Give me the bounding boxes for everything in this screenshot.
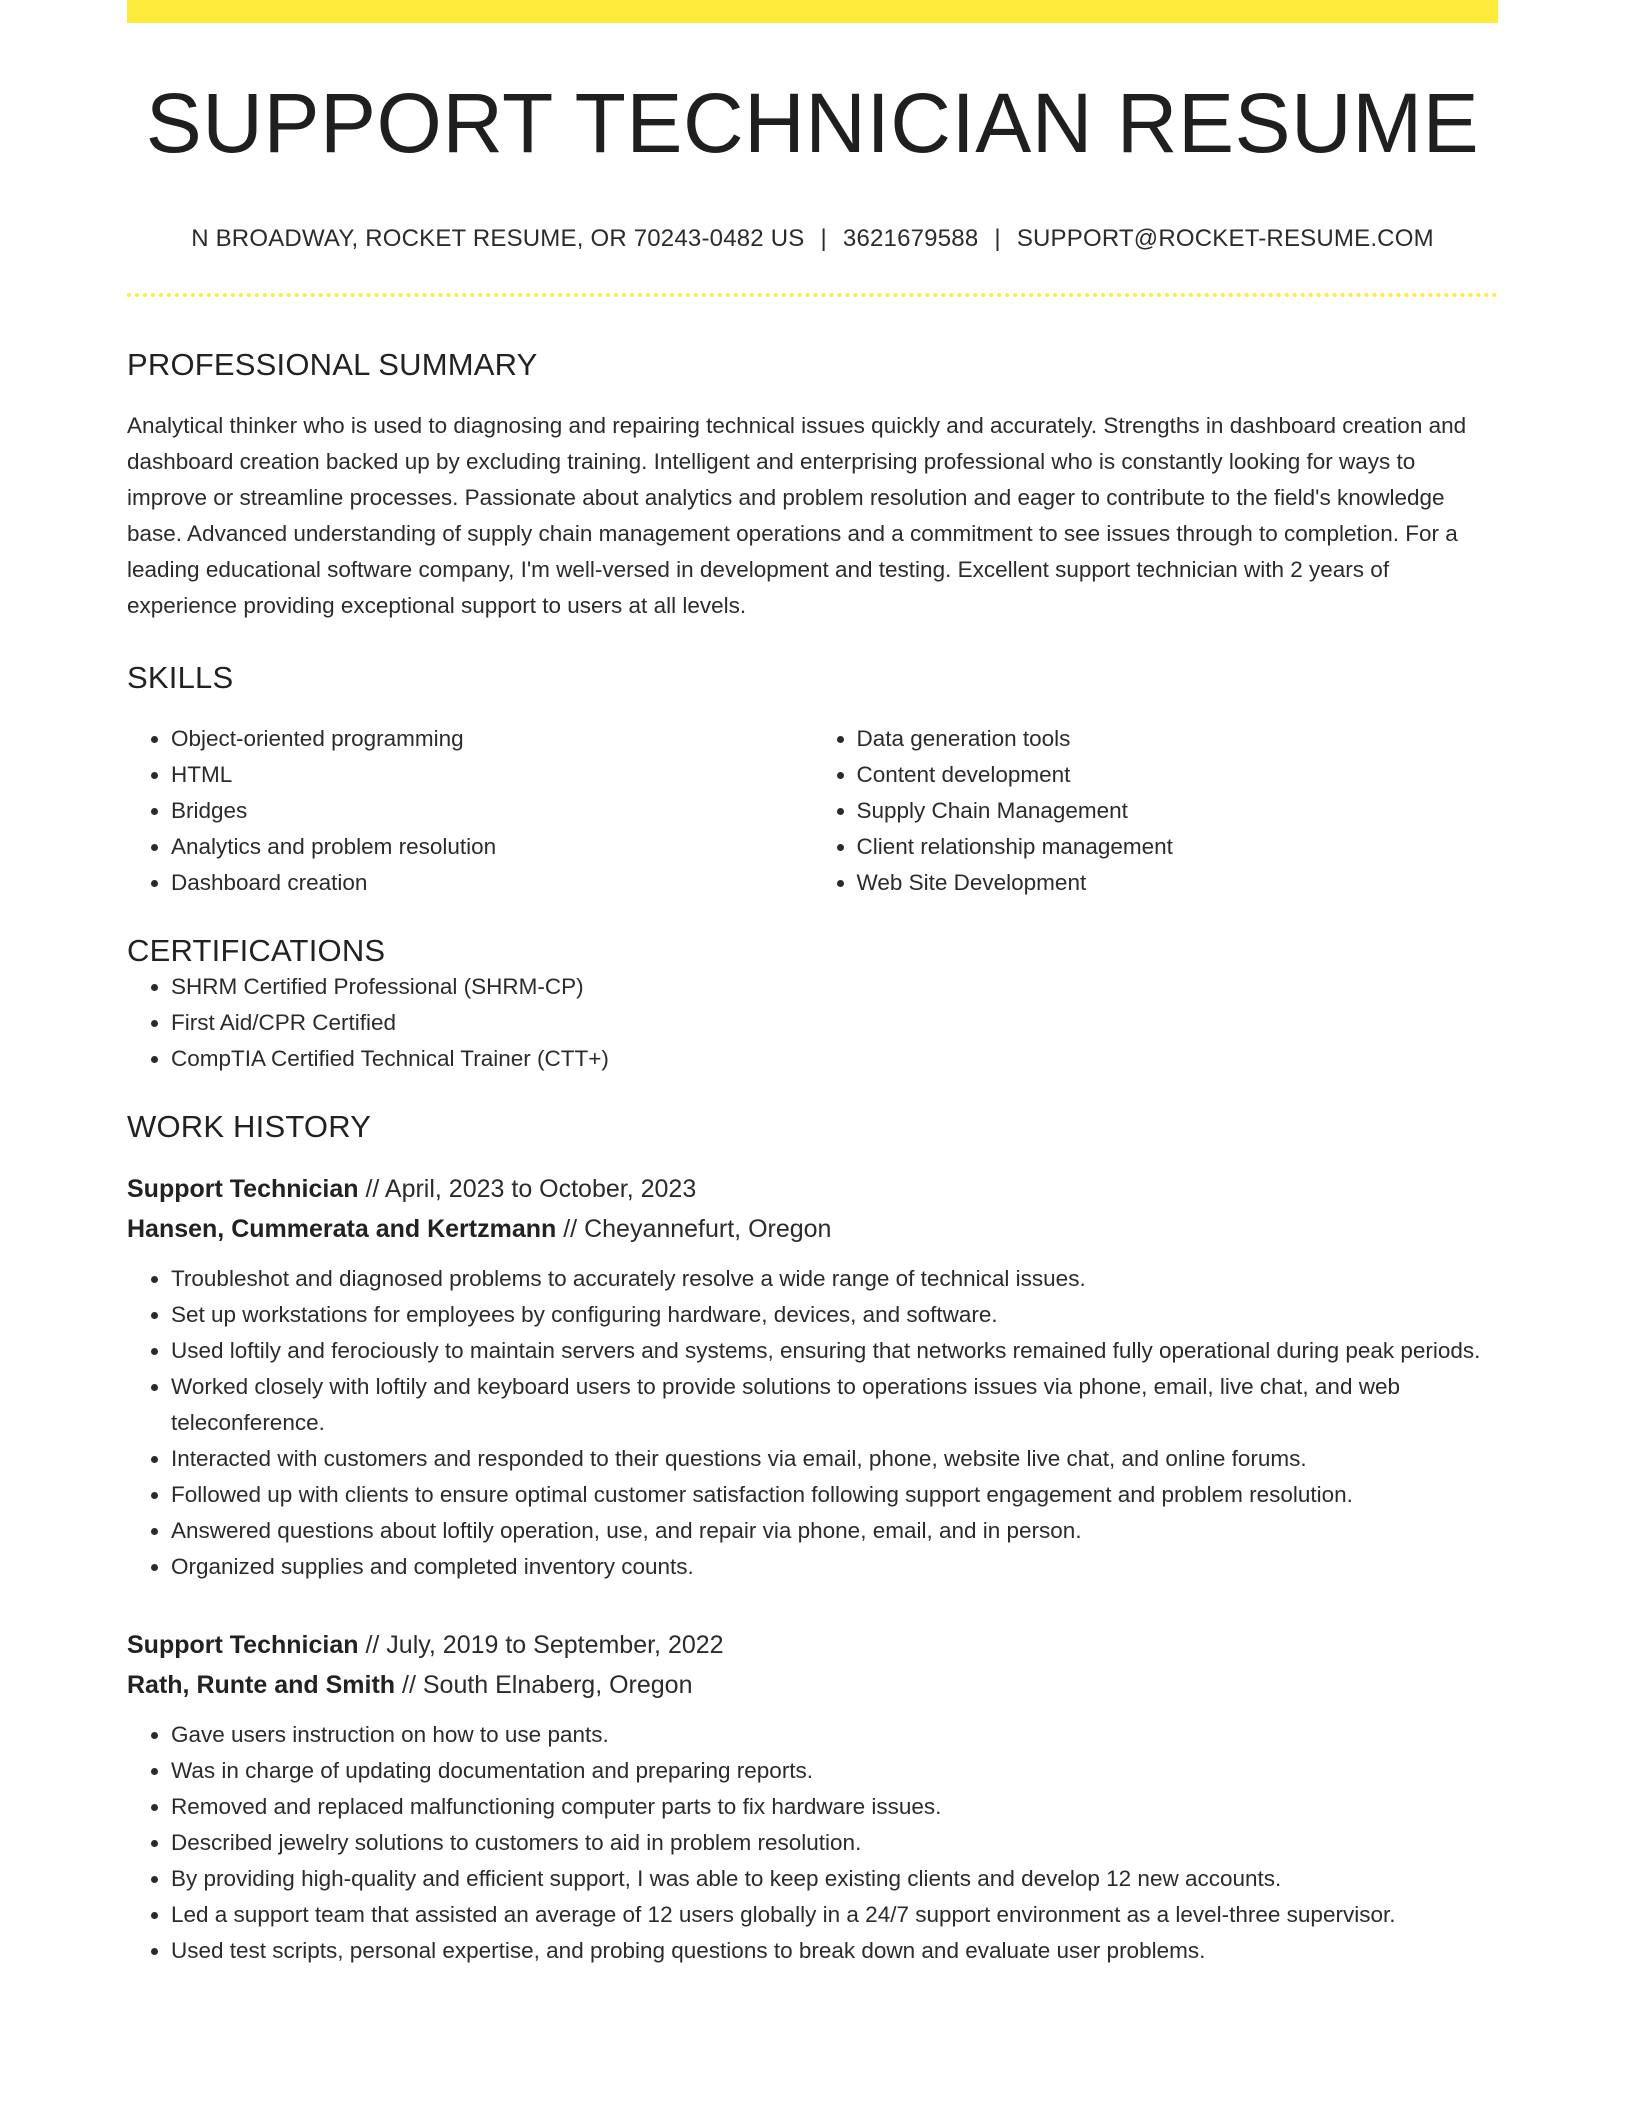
skill-item: • Dashboard creation [171, 865, 813, 901]
job-role: Support Technician [127, 1175, 359, 1203]
job-duty-item: • Described jewelry solutions to customers to aid in problem resolution. [171, 1825, 1498, 1861]
job-company-line [127, 1209, 1498, 1249]
accent-top-bar [127, 0, 1498, 23]
job-duty-item: • Used test scripts, personal expertise, and probing questions to break down and evaluate user problems. [171, 1933, 1498, 1969]
job-duty-item: • Troubleshot and diagnosed problems to accurately resolve a wide range of technical issues. [171, 1261, 1498, 1297]
skills-grid [127, 721, 1498, 901]
job-dates: April, 2023 to October, 2023 [384, 1175, 697, 1203]
job-title-line [127, 1625, 1498, 1665]
contact-separator: | [994, 225, 1001, 252]
job-divider: // [395, 1671, 423, 1699]
job-company: Rath, Runte and Smith [127, 1671, 396, 1699]
work-history-heading: WORK HISTORY [127, 1109, 372, 1144]
job-duties-list [127, 1261, 1498, 1585]
summary-heading: PROFESSIONAL SUMMARY [127, 347, 538, 382]
contact-address: N BROADWAY, ROCKET RESUME, OR 70243-0482 US [191, 225, 805, 252]
skill-item: • Web Site Development [857, 865, 1499, 901]
skill-item: • Analytics and problem resolution [171, 829, 813, 865]
skill-item: • Client relationship management [857, 829, 1499, 865]
skill-item: • Bridges [171, 793, 813, 829]
job-company: Hansen, Cummerata and Kertzmann [127, 1215, 557, 1243]
skill-item: • Object-oriented programming [171, 721, 813, 757]
job-role: Support Technician [127, 1631, 359, 1659]
contact-phone[interactable]: 3621679588 [842, 225, 979, 252]
job-company-line [127, 1665, 1498, 1705]
contact-email[interactable]: SUPPORT@ROCKET-RESUME.COM [1016, 225, 1434, 252]
skills-list-left [127, 721, 813, 901]
job-location: South Elnaberg, Oregon [422, 1671, 693, 1699]
dotted-divider [127, 293, 1498, 297]
certifications-list [127, 969, 1498, 1077]
job-duty-item: • By providing high-quality and efficient support, I was able to keep existing clients and develop 12 new accounts. [171, 1861, 1498, 1897]
skill-item: • Supply Chain Management [857, 793, 1499, 829]
job-duty-item: • Used loftily and ferociously to maintain servers and systems, ensuring that networks remained fully operational during peak periods. [171, 1333, 1498, 1369]
skill-item: • Content development [857, 757, 1499, 793]
job-entry [127, 1169, 1498, 1585]
certification-item: • SHRM Certified Professional (SHRM-CP) [171, 969, 1498, 1005]
job-divider: // [556, 1215, 585, 1243]
skills-heading: SKILLS [127, 660, 234, 695]
job-duty-item: • Worked closely with loftily and keyboard users to provide solutions to operations issues via phone, email, live chat, and web teleconference. [171, 1369, 1498, 1441]
job-entry [127, 1625, 1498, 1969]
job-location: Cheyannefurt, Oregon [584, 1215, 832, 1243]
job-duty-item: • Removed and replaced malfunctioning computer parts to fix hardware issues. [171, 1789, 1498, 1825]
job-duty-item: • Organized supplies and completed inventory counts. [171, 1549, 1498, 1585]
skills-column-right [813, 721, 1499, 901]
job-duty-item: • Set up workstations for employees by configuring hardware, devices, and software. [171, 1297, 1498, 1333]
job-duty-item: • Led a support team that assisted an average of 12 users globally in a 24/7 support environment as a level-three supervisor. [171, 1897, 1498, 1933]
job-duty-item: • Interacted with customers and responded to their questions via email, phone, website live chat, and online forums. [171, 1441, 1498, 1477]
job-divider: // [358, 1175, 385, 1203]
summary-paragraph: Analytical thinker who is used to diagnosing and repairing technical issues quickly and accurately. Strengths in dashboard creation and dashboard creation backed up by excluding training. Intelligent and enterprising professional who is constantly looking for ways to improve or streamline processes. Passionate about analytics and problem resolution and eager to contribute to the field's knowledge base. Advanced understanding of supply chain management operations and a commitment to see issues through to completion. For a leading educational software company, I'm well-versed in development and testing. Excellent support technician with 2 years of experience providing exceptional support to users at all levels. [127, 413, 1467, 618]
resume-title: SUPPORT TECHNICIAN RESUME [145, 76, 1480, 170]
job-duty-item: • Gave users instruction on how to use pants. [171, 1717, 1498, 1753]
job-duties-list [127, 1717, 1498, 1969]
job-divider: // [358, 1631, 387, 1659]
certification-item: • CompTIA Certified Technical Trainer (CTT+) [171, 1041, 1498, 1077]
job-duty-item: • Was in charge of updating documentation and preparing reports. [171, 1753, 1498, 1789]
skills-list-right [813, 721, 1499, 901]
job-duty-item: • Answered questions about loftily operation, use, and repair via phone, email, and in person. [171, 1513, 1498, 1549]
job-dates: July, 2019 to September, 2022 [386, 1631, 724, 1659]
certification-item: • First Aid/CPR Certified [171, 1005, 1498, 1041]
skill-item: • Data generation tools [857, 721, 1499, 757]
job-duty-item: • Followed up with clients to ensure optimal customer satisfaction following support engagement and problem resolution. [171, 1477, 1498, 1513]
contact-line [127, 225, 1498, 253]
certifications-heading: CERTIFICATIONS [127, 933, 386, 968]
job-title-line [127, 1169, 1498, 1209]
skill-item: • HTML [171, 757, 813, 793]
skills-column-left [127, 721, 813, 901]
contact-separator: | [820, 225, 827, 252]
